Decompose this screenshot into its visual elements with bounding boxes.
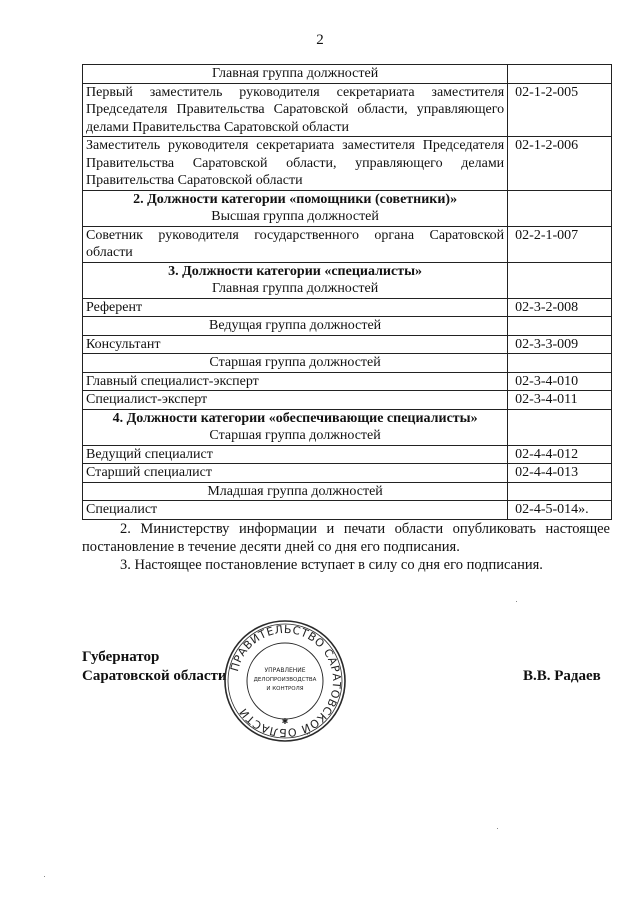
empty-code-cell [508,190,612,226]
table-row [83,83,612,137]
group-header-row [83,65,612,84]
paragraph-publication: 2. Министерству информации и печати области опубликовать настоящее постановление в течение десяти дней со дня его подписания. [82,521,610,555]
table-row [83,372,612,391]
table-row [83,298,612,317]
empty-code-cell [508,409,612,445]
group-title: Главная группа должностей [83,65,508,84]
category-title: 3. Должности категории «специалисты» [168,263,423,279]
position-code: 02-4-4-012 [508,445,612,464]
scan-speck [516,601,517,602]
group-header-row [83,482,612,501]
table-row [83,335,612,354]
position-code: 02-1-2-005 [508,83,612,137]
seal-outer-text: ПРАВИТЕЛЬСТВО САРАТОВСКОЙ ОБЛАСТИ [228,622,344,740]
position-code: 02-3-4-011 [508,391,612,410]
position-code: 02-3-4-010 [508,372,612,391]
scan-speck [44,876,45,877]
position-name: Советник руководителя государственного органа Саратовской области [83,226,508,262]
category-header-row [83,190,612,226]
empty-code-cell [508,317,612,336]
position-code: 02-4-5-014». [508,501,612,520]
category-cell [83,409,508,445]
group-title: Высшая группа должностей [211,209,379,224]
empty-code-cell [508,262,612,298]
table-row [83,501,612,520]
body-text [82,520,610,574]
official-seal [222,618,348,744]
category-header-row [83,262,612,298]
table-row [83,464,612,483]
group-title: Старшая группа должностей [209,428,381,443]
position-code: 02-1-2-006 [508,137,612,191]
paragraph-effective: 3. Настоящее постановление вступает в силу со дня его подписания. [120,557,543,573]
table-row [83,137,612,191]
category-cell [83,262,508,298]
signatory-title-line-1: Губернатор [82,649,160,665]
position-name: Ведущий специалист [83,445,508,464]
position-code: 02-4-4-013 [508,464,612,483]
table-row [83,391,612,410]
position-name: Специалист-эксперт [83,391,508,410]
position-name: Главный специалист-эксперт [83,372,508,391]
seal-inner-line-2: ДЕЛОПРОИЗВОДСТВА [253,677,317,683]
table-row [83,226,612,262]
seal-inner-line-1: УПРАВЛЕНИЕ [264,667,306,674]
page-number: 2 [316,32,324,48]
empty-code-cell [508,354,612,373]
seal-inner-line-3: И КОНТРОЛЯ [266,686,304,692]
signatory-name: В.В. Радаев [523,668,601,684]
positions-table [82,64,612,520]
scan-speck [497,828,498,829]
category-cell [83,190,508,226]
seal-star: ✱ [281,717,289,726]
position-name: Заместитель руководителя секретариата заместителя Председателя Правительства Саратовской области, управляющего делами Правительства Саратовской области [83,137,508,191]
group-title: Ведущая группа должностей [83,317,508,336]
group-title: Главная группа должностей [211,281,379,296]
signatory-title-line-2: Саратовской области [82,668,227,684]
signatory-title [82,648,227,686]
position-name: Консультант [83,335,508,354]
position-name: Референт [83,298,508,317]
category-title: 4. Должности категории «обеспечивающие специалисты» [112,410,478,426]
group-header-row [83,354,612,373]
position-code: 02-3-2-008 [508,298,612,317]
position-code: 02-2-1-007 [508,226,612,262]
group-title: Младшая группа должностей [83,482,508,501]
position-name: Первый заместитель руководителя секретариата заместителя Председателя Правительства Саратовской области, управляющего делами Правительства Саратовской области [83,83,508,137]
position-name: Старший специалист [83,464,508,483]
category-title: 2. Должности категории «помощники (советники)» [133,191,458,207]
position-code: 02-3-3-009 [508,335,612,354]
group-header-row [83,317,612,336]
empty-code-cell [508,65,612,84]
group-title: Старшая группа должностей [83,354,508,373]
category-header-row [83,409,612,445]
empty-code-cell [508,482,612,501]
position-name: Специалист [83,501,508,520]
table-row [83,445,612,464]
